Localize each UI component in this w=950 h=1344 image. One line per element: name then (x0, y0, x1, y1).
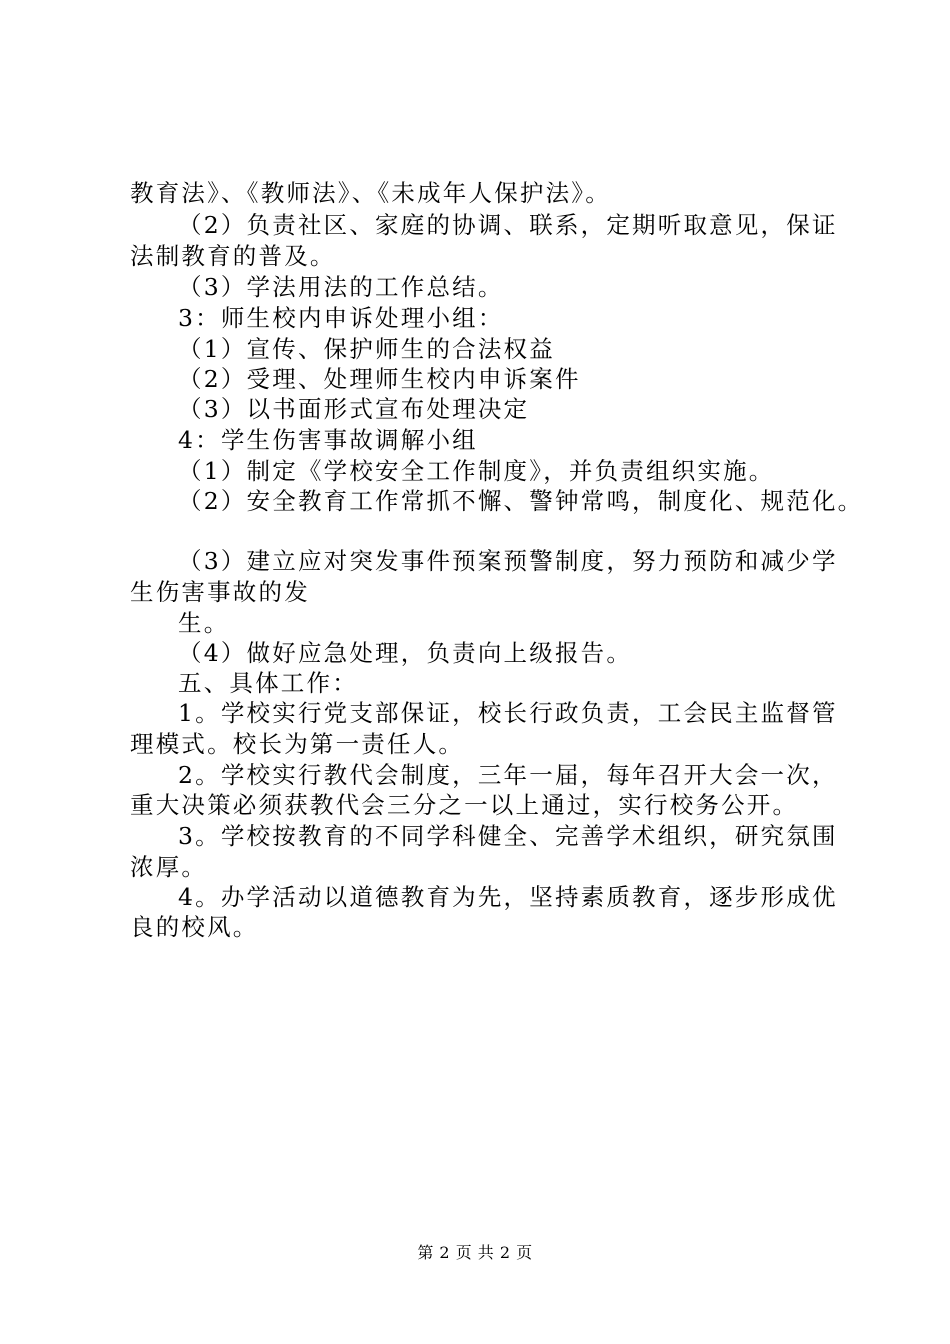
text-line: 重大决策必须获教代会三分之一以上通过，实行校务公开。 (130, 791, 799, 819)
text-line: 2。学校实行教代会制度，三年一届，每年召开大会一次， (178, 761, 838, 789)
text-line: 4。办学活动以道德教育为先，坚持素质教育，逐步形成优 (178, 883, 838, 911)
text-line: 五、具体工作： (178, 669, 358, 697)
page-footer: 第 2 页 共 2 页 (417, 1243, 533, 1262)
text-line: 教育法》、《教师法》、《未成年人保护法》。 (130, 179, 611, 207)
text-line: 3：师生校内申诉处理小组： (178, 304, 504, 332)
text-line: （2）负责社区、家庭的协调、联系，定期听取意见，保证 (178, 211, 838, 239)
text-line: （2）安全教育工作常抓不懈、警钟常鸣，制度化、规范化。 (178, 487, 864, 515)
text-line: 1。学校实行党支部保证，校长行政负责，工会民主监督管 (178, 699, 838, 727)
text-line: 法制教育的普及。 (130, 242, 336, 270)
text-line: （3）以书面形式宣布处理决定 (178, 395, 530, 423)
text-line: 良的校风。 (130, 913, 259, 941)
text-line: （1）宣传、保护师生的合法权益 (178, 335, 555, 363)
text-line: 浓厚。 (130, 853, 208, 881)
text-line: （3）学法用法的工作总结。 (178, 273, 504, 301)
text-line: 理模式。校长为第一责任人。 (130, 730, 465, 758)
text-line: （2）受理、处理师生校内申诉案件 (178, 365, 581, 393)
text-line: 生。 (178, 609, 230, 637)
text-line: （1）制定《学校安全工作制度》，并负责组织实施。 (178, 457, 775, 485)
text-line: （4）做好应急处理，负责向上级报告。 (178, 639, 633, 667)
text-line: （3）建立应对突发事件预案预警制度，努力预防和减少学 (178, 547, 838, 575)
text-line: 3。学校按教育的不同学科健全、完善学术组织，研究氛围 (178, 822, 838, 850)
text-line: 生伤害事故的发 (130, 578, 310, 606)
text-line: 4：学生伤害事故调解小组 (178, 426, 478, 454)
